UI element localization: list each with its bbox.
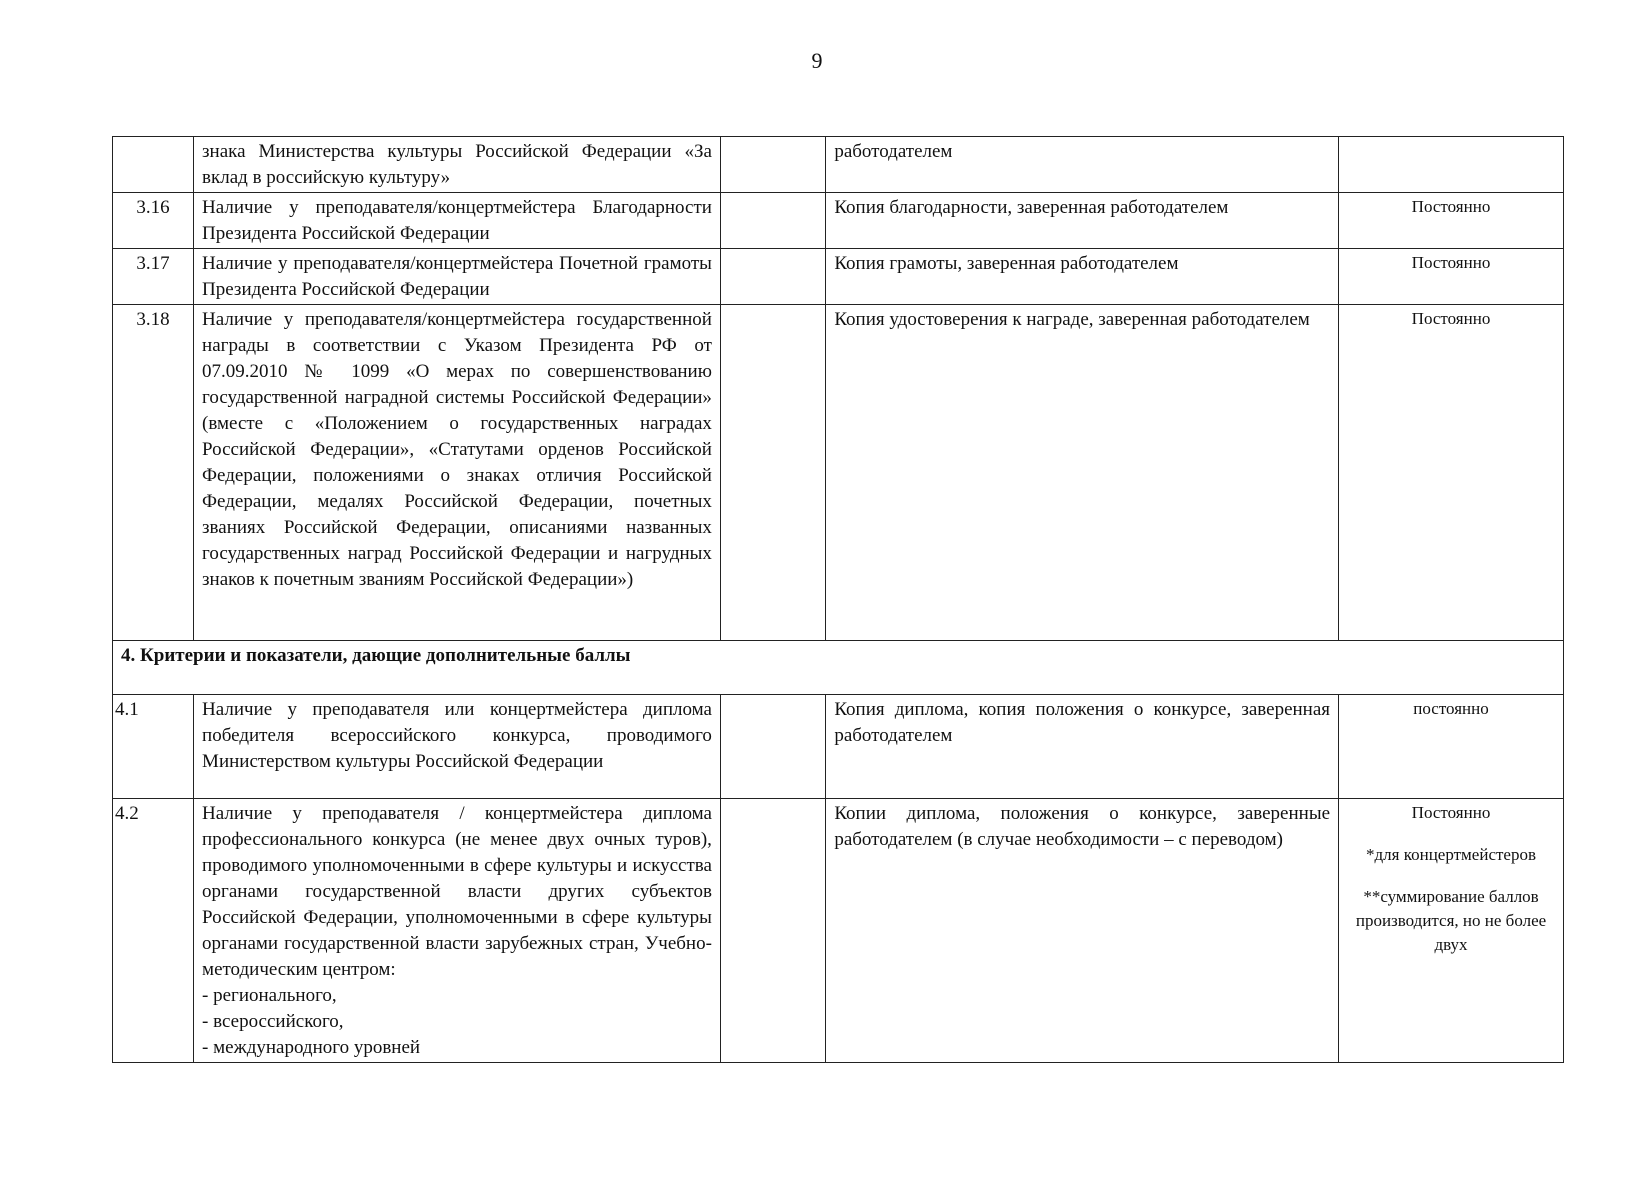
points-cell bbox=[720, 695, 825, 799]
period-text: постоянно bbox=[1339, 695, 1564, 799]
row-number: 4.1 bbox=[113, 695, 194, 799]
row-number: 3.18 bbox=[113, 305, 194, 641]
table-row bbox=[113, 695, 1564, 799]
criterion-text: Наличие у преподавателя/концертмейстера Почетной грамоты Президента Российской Федерации bbox=[194, 249, 721, 305]
period-text bbox=[1339, 137, 1564, 193]
table-row bbox=[113, 137, 1564, 193]
accompanist-note: *для концертмейстеров bbox=[1366, 845, 1536, 864]
level-item: - всероссийского, bbox=[202, 1011, 344, 1032]
points-cell bbox=[720, 799, 825, 1063]
criterion-text: Наличие у преподавателя/концертмейстера государственной награды в соответствии с Указом Президента РФ от 07.09.2010 № 1099 «О мерах по совершенствованию государственной наградной системы Российской Федерации» (вместе с «Положением о государственных наградах Российской Федерации», «Статутами орденов Российской Федерации, положениями о знаках отличия Российской Федерации, медалях Российской Федерации, почетных званиях Российской Федерации, описаниями названных государственных наград Российской Федерации и нагрудных знаков к почетным званиям Российской Федерации») bbox=[194, 305, 721, 641]
points-cell bbox=[720, 249, 825, 305]
criterion-text: Наличие у преподавателя / концертмейстера диплома профессионального конкурса (не менее двух очных туров), проводимого уполномоченными в сфере культуры и искусства органами государственной власти других субъектов Российской Федерации, уполномоченными в сфере культуры органами государственной власти зарубежных стран, Учебно-методическим центром: bbox=[202, 803, 712, 980]
criterion-text: Наличие у преподавателя/концертмейстера Благодарности Президента Российской Федерации bbox=[194, 193, 721, 249]
document-text: Копия грамоты, заверенная работодателем bbox=[826, 249, 1339, 305]
period-text: Постоянно bbox=[1339, 305, 1564, 641]
document-text: Копия благодарности, заверенная работодателем bbox=[826, 193, 1339, 249]
row-number: 4.2 bbox=[113, 799, 194, 1063]
document-text: Копии диплома, положения о конкурсе, заверенные работодателем (в случае необходимости – с переводом) bbox=[826, 799, 1339, 1063]
criteria-table bbox=[112, 136, 1564, 1063]
section-heading-row bbox=[113, 641, 1564, 695]
table-row bbox=[113, 193, 1564, 249]
row-number: 3.17 bbox=[113, 249, 194, 305]
section-title: 4. Критерии и показатели, дающие дополнительные баллы bbox=[113, 641, 1564, 695]
page-number: 9 bbox=[811, 48, 823, 73]
document-text: работодателем bbox=[826, 137, 1339, 193]
row-number bbox=[113, 137, 194, 193]
period-text: Постоянно bbox=[1411, 803, 1491, 822]
period-text: Постоянно bbox=[1339, 193, 1564, 249]
criterion-cell bbox=[194, 799, 721, 1063]
document-text: Копия диплома, копия положения о конкурсе, заверенная работодателем bbox=[826, 695, 1339, 799]
table-row bbox=[113, 305, 1564, 641]
points-cell bbox=[720, 305, 825, 641]
criterion-text: Наличие у преподавателя или концертмейстера диплома победителя всероссийского конкурса, проводимого Министерством культуры Российской Федерации bbox=[194, 695, 721, 799]
level-item: - регионального, bbox=[202, 985, 337, 1006]
period-cell bbox=[1339, 799, 1564, 1063]
table-row bbox=[113, 799, 1564, 1063]
points-cell bbox=[720, 193, 825, 249]
points-cell bbox=[720, 137, 825, 193]
table-row bbox=[113, 249, 1564, 305]
row-number: 3.16 bbox=[113, 193, 194, 249]
criterion-text: знака Министерства культуры Российской Федерации «За вклад в российскую культуру» bbox=[194, 137, 721, 193]
summation-note: **суммирование баллов производится, но не более двух bbox=[1355, 887, 1547, 954]
level-item: - международного уровней bbox=[202, 1037, 421, 1058]
period-text: Постоянно bbox=[1339, 249, 1564, 305]
document-text: Копия удостоверения к награде, заверенная работодателем bbox=[826, 305, 1339, 641]
